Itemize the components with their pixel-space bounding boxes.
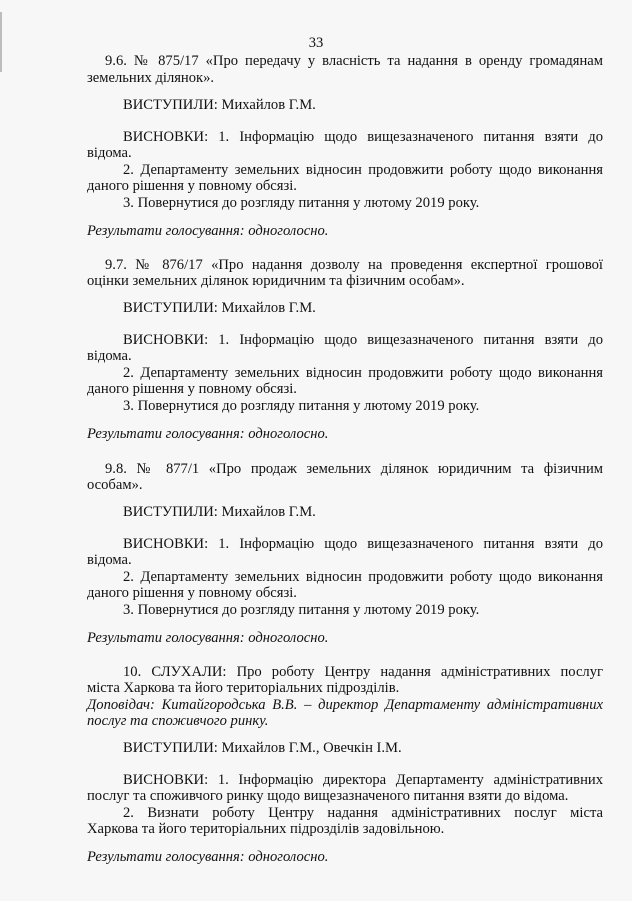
item-heading: земельних ділянок».	[87, 70, 215, 86]
conclusion-line: 3. Повернутися до розгляду питання у лютому 2019 року.	[123, 602, 480, 618]
item-heading: особам».	[87, 477, 143, 493]
conclusion-line: даного рішення у повному обсязі.	[87, 381, 297, 397]
conclusion-line: даного рішення у повному обсязі.	[87, 585, 297, 601]
conclusion-line: 2. Департаменту земельних відносин продовжити роботу щодо виконання	[123, 162, 603, 178]
conclusion-line: відома.	[87, 348, 132, 364]
conclusion-line: 2. Визнати роботу Центру надання адміністративних послуг міста	[123, 805, 603, 821]
vote-result: Результати голосування: одноголосно.	[87, 630, 329, 646]
speaker-line: Доповідач: Китайгородська В.В. – директор Департаменту адміністративних	[87, 697, 603, 713]
conclusion-line: ВИСНОВКИ: 1. Інформацію директора Департаменту адміністративних	[123, 772, 603, 788]
conclusion-line: даного рішення у повному обсязі.	[87, 178, 297, 194]
speaker-line: послуг та споживчого ринку.	[87, 713, 269, 729]
spoke-line: ВИСТУПИЛИ: Михайлов Г.М.	[123, 97, 316, 113]
conclusion-line: ВИСНОВКИ: 1. Інформацію щодо вищезазначеного питання взяти до	[123, 536, 603, 552]
vote-result: Результати голосування: одноголосно.	[87, 849, 329, 865]
spoke-line: ВИСТУПИЛИ: Михайлов Г.М.	[123, 300, 316, 316]
item-heading: 10. СЛУХАЛИ: Про роботу Центру надання адміністративних послуг	[123, 664, 603, 680]
item-heading: оцінки земельних ділянок юридичним та фізичним особам».	[87, 273, 465, 289]
page-number: 33	[308, 35, 324, 51]
conclusion-line: відома.	[87, 145, 132, 161]
vote-result: Результати голосування: одноголосно.	[87, 223, 329, 239]
conclusion-line: 2. Департаменту земельних відносин продовжити роботу щодо виконання	[123, 569, 603, 585]
conclusion-line: 2. Департаменту земельних відносин продовжити роботу щодо виконання	[123, 365, 603, 381]
conclusion-line: Харкова та його територіальних підрозділів задовільною.	[87, 821, 445, 837]
conclusion-line: ВИСНОВКИ: 1. Інформацію щодо вищезазначеного питання взяти до	[123, 129, 603, 145]
spoke-line: ВИСТУПИЛИ: Михайлов Г.М.	[123, 504, 316, 520]
conclusion-line: ВИСНОВКИ: 1. Інформацію щодо вищезазначеного питання взяти до	[123, 332, 603, 348]
item-heading: 9.8. № 877/1 «Про продаж земельних ділянок юридичним та фізичним	[105, 461, 603, 477]
item-heading: 9.6. № 875/17 «Про передачу у власність та надання в оренду громадянам	[105, 53, 603, 69]
item-heading: міста Харкова та його територіальних підрозділів.	[87, 680, 400, 696]
spoke-line: ВИСТУПИЛИ: Михайлов Г.М., Овечкін І.М.	[123, 740, 402, 756]
conclusion-line: відома.	[87, 552, 132, 568]
vote-result: Результати голосування: одноголосно.	[87, 426, 329, 442]
item-heading: 9.7. № 876/17 «Про надання дозволу на проведення експертної грошової	[105, 257, 603, 273]
conclusion-line: 3. Повернутися до розгляду питання у лютому 2019 року.	[123, 195, 480, 211]
conclusion-line: 3. Повернутися до розгляду питання у лютому 2019 року.	[123, 398, 480, 414]
conclusion-line: послуг та споживчого ринку щодо вищезазначеного питання взяти до відома.	[87, 788, 569, 804]
